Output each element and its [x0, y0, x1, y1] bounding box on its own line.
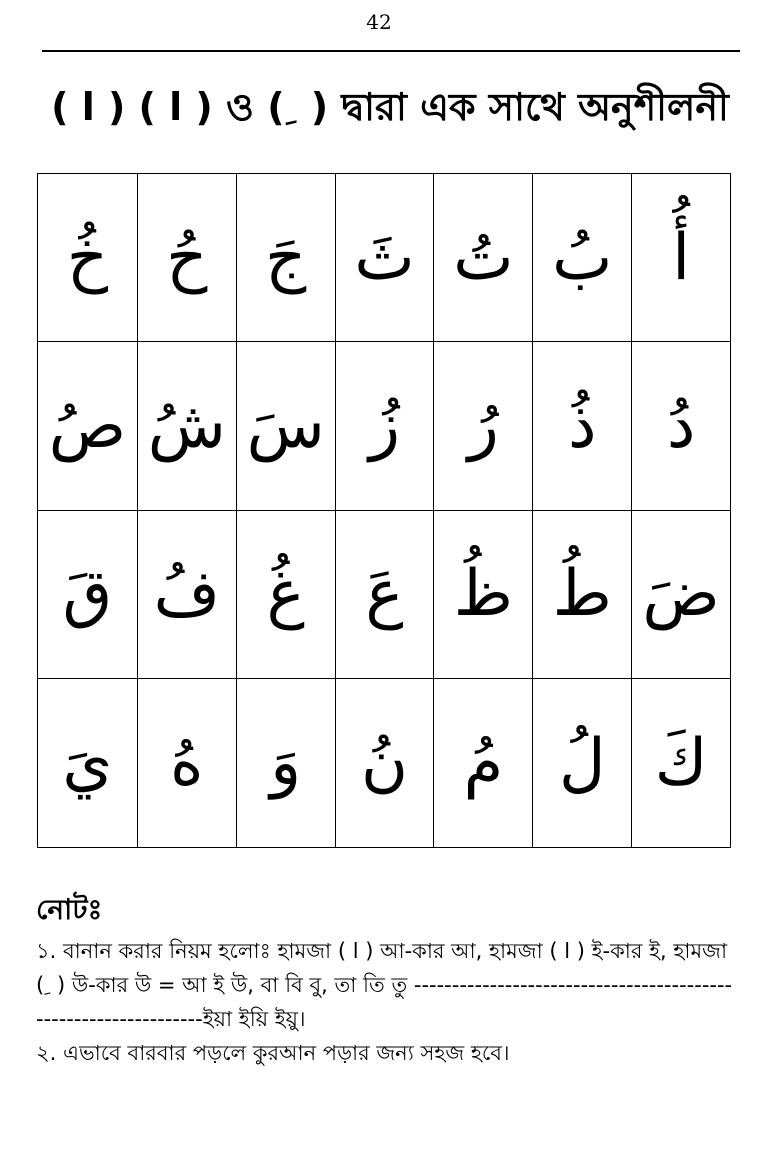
page-title: ( ا ) ( ا ) ও ( ِ ) দ্বারা এক সাথে অনুশীলনী [51, 85, 729, 129]
grid-cell [335, 511, 434, 679]
grid-cell [433, 511, 532, 679]
arabic-letter: يَ [62, 725, 113, 800]
grid-cell [137, 511, 236, 679]
arabic-letter: فُ [153, 557, 220, 632]
grid-cell [38, 174, 137, 342]
arabic-letter: ثَ [354, 220, 415, 295]
arabic-letter: زُ [369, 388, 400, 463]
grid-cell [335, 679, 434, 847]
arabic-letter: قَ [62, 557, 113, 632]
grid-cell [335, 174, 434, 342]
grid-cell [433, 174, 532, 342]
header-rule [42, 50, 740, 52]
arabic-letter: خُ [66, 220, 109, 295]
arabic-letter: صُ [48, 388, 127, 463]
arabic-letter: دُ [666, 388, 696, 463]
grid-cell [236, 511, 335, 679]
grid-cell [532, 511, 631, 679]
arabic-letter: بُ [552, 220, 613, 295]
grid-cell [236, 174, 335, 342]
grid-cell [38, 511, 137, 679]
note-item: ২. এভাবে বারবার পড়লে কুরআন পড়ার জন্য সহজ হবে। [36, 1041, 510, 1065]
grid-cell [137, 679, 236, 847]
notes [36, 934, 736, 1070]
arabic-letter: عَ [365, 557, 404, 632]
arabic-letter: رُ [467, 388, 499, 463]
note-heading: নোটঃ [36, 893, 103, 926]
arabic-letter: هُ [170, 725, 204, 800]
arabic-letter: سَ [246, 388, 325, 463]
grid-cell [236, 679, 335, 847]
arabic-letter: حُ [166, 220, 208, 295]
grid-cell [631, 174, 730, 342]
arabic-letter: كَ [654, 725, 708, 800]
arabic-letter: شُ [147, 388, 226, 463]
grid-cell [236, 342, 335, 510]
arabic-letter: غُ [266, 557, 305, 632]
arabic-letter: تُ [453, 220, 514, 295]
note-item: ১. বানান করার নিয়ম হলোঃ হামজা ( ا ) আ-কার আ, হামজা ( ا ) ই-কার ই, হামজা ( ِ ) উ-কার উ = আ ই উ, বা বি বু, তা তি তু ----------------------------------------------------------------ইয়া ইয়ি ইয়ু। [36, 939, 733, 1031]
arabic-letter: وَ [270, 725, 302, 800]
grid-cell [335, 342, 434, 510]
arabic-letter: نُ [361, 725, 409, 800]
grid-cell [532, 679, 631, 847]
letter-grid [37, 173, 731, 848]
grid-cell [433, 342, 532, 510]
arabic-letter: ظُ [453, 557, 513, 632]
arabic-letter: مُ [463, 725, 504, 800]
grid-cell [137, 174, 236, 342]
grid-cell [631, 679, 730, 847]
grid-cell [631, 342, 730, 510]
grid-cell [38, 679, 137, 847]
arabic-letter: أُ [672, 220, 690, 295]
arabic-letter: ذُ [567, 388, 597, 463]
grid-cell [137, 342, 236, 510]
grid-cell [433, 679, 532, 847]
arabic-letter: ضَ [642, 557, 720, 632]
grid-cell [532, 174, 631, 342]
grid-cell [631, 511, 730, 679]
arabic-letter: طُ [552, 557, 612, 632]
arabic-letter: جَ [265, 220, 307, 295]
arabic-letter: لُ [558, 725, 606, 800]
grid-cell [532, 342, 631, 510]
grid-cell [38, 342, 137, 510]
page-number: 42 [366, 10, 392, 34]
